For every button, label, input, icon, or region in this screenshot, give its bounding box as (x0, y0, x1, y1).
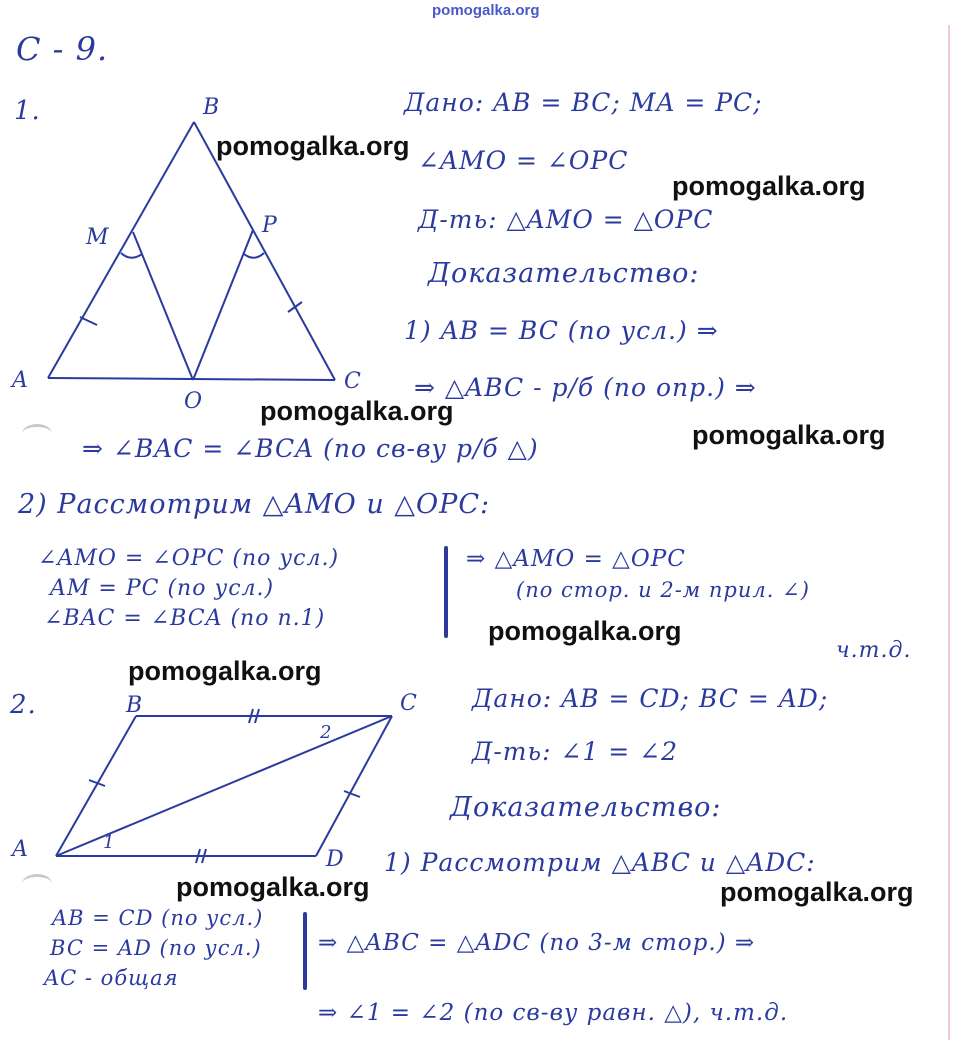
task1-conclusion-reason: (по стор. и 2-м прил. ∠) (516, 578, 810, 602)
watermark: pomogalka.org (692, 420, 886, 450)
watermark: pomogalka.org (260, 396, 454, 426)
watermark: pomogalka.org (488, 616, 682, 646)
task1-given-angles: ∠AMO = ∠OPC (418, 146, 629, 175)
task1-step1c: ⇒ ∠BAC = ∠BCA (по св-ву р/б △) (82, 434, 539, 463)
label-C: C (400, 691, 417, 716)
label-A: A (12, 368, 28, 393)
watermark: pomogalka.org (128, 656, 322, 686)
task1-step1b: ⇒ △ABC - р/б (по опр.) ⇒ (414, 373, 757, 402)
system-brace (303, 912, 307, 990)
watermark: pomogalka.org (176, 872, 370, 902)
tick-mark (344, 791, 360, 797)
task1-given: Дано: AB = BC; MA = PC; (404, 88, 763, 117)
site-header[interactable]: pomogalka.org (432, 2, 540, 19)
task1-condition3: ∠BAC = ∠BCA (по п.1) (44, 606, 326, 631)
label-A: A (12, 837, 28, 862)
task2-step1: 1) Рассмотрим △ABC и △ADC: (384, 848, 816, 877)
task2-condition1: AB = CD (по усл.) (52, 906, 264, 930)
section-title: С - 9. (16, 30, 109, 68)
task1-conclusion: ⇒ △AMO = △OPC (466, 546, 686, 572)
label-B: B (126, 693, 143, 718)
angle-2-label: 2 (320, 722, 332, 743)
task2-condition3: AC - общая (44, 966, 179, 990)
task2-conclusion1: ⇒ △ABC = △ADC (по 3-м стор.) ⇒ (318, 930, 756, 956)
label-C: C (344, 369, 361, 394)
label-P: P (262, 213, 277, 238)
task2-number: 2. (10, 690, 37, 720)
task2-condition2: BC = AD (по усл.) (50, 936, 262, 960)
label-B: B (203, 95, 220, 120)
task1-condition1: ∠AMO = ∠OPC (по усл.) (38, 546, 340, 571)
label-D: D (326, 847, 344, 872)
task1-step1a: 1) AB = BC (по усл.) ⇒ (404, 316, 719, 345)
task2-prove: Д-ть: ∠1 = ∠2 (472, 737, 679, 766)
task1-condition2: AM = PC (по усл.) (50, 576, 275, 601)
task1-qed: ч.т.д. (836, 638, 912, 663)
side-AB (56, 716, 136, 856)
watermark: pomogalka.org (216, 131, 410, 161)
task1-number: 1. (14, 96, 41, 126)
label-O: O (184, 389, 203, 414)
task2-conclusion2: ⇒ ∠1 = ∠2 (по св-ву равн. △), ч.т.д. (318, 1000, 789, 1026)
task1-step2: 2) Рассмотрим △AMO и △OPC: (18, 489, 491, 520)
watermark: pomogalka.org (672, 171, 866, 201)
watermark: pomogalka.org (720, 877, 914, 907)
label-M: M (86, 225, 109, 250)
angle-1-label: 1 (103, 832, 115, 853)
task1-proof-title: Доказательство: (428, 258, 700, 289)
task1-prove: Д-ть: △AMO = △OPC (418, 205, 714, 234)
task2-proof-title: Доказательство: (450, 792, 722, 823)
task2-given: Дано: AB = CD; BC = AD; (472, 684, 829, 713)
